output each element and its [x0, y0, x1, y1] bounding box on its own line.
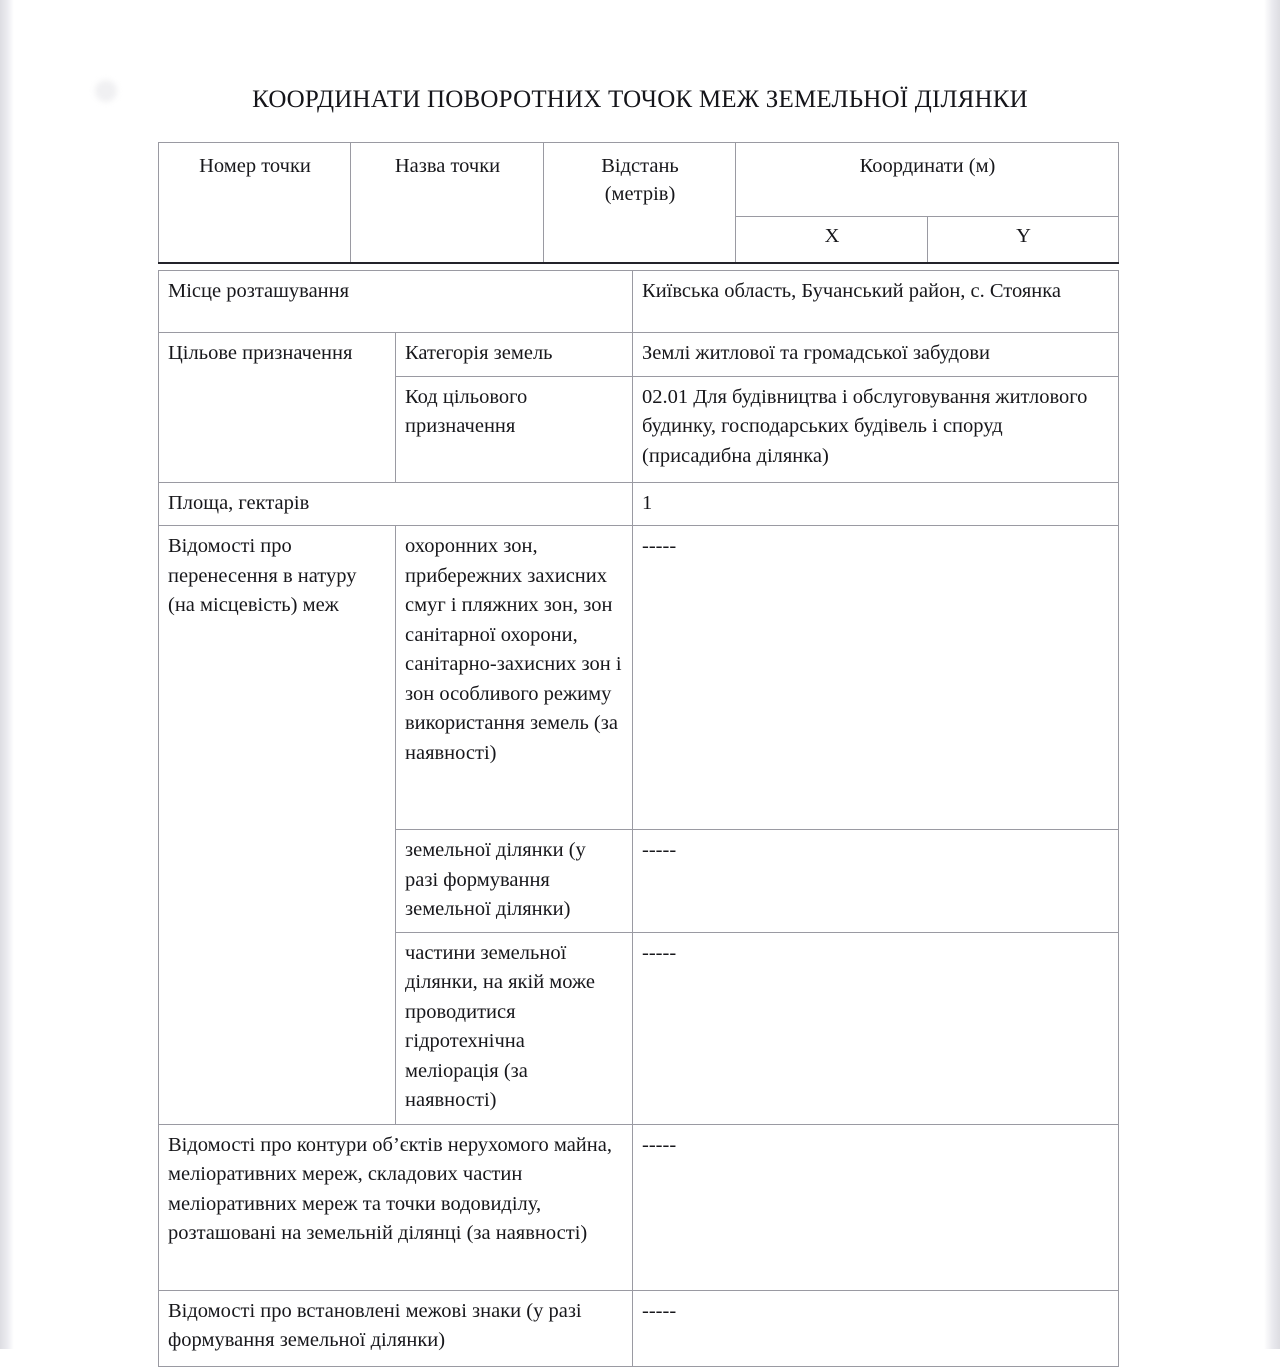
value-purpose-code: 02.01 Для будівництва і обслуговування житлового будинку, господарських будівель і споруд (присадибна ділянка)	[633, 376, 1119, 482]
column-header-y: Y	[928, 217, 1119, 264]
label-transfer-info: Відомості про перенесення в натуру (на місцевість) меж	[159, 526, 396, 1125]
column-header-coordinates: Координати (м)	[736, 143, 1119, 217]
label-land-category: Категорія земель	[396, 333, 633, 377]
column-header-x: X	[736, 217, 928, 264]
coordinates-table	[158, 142, 1119, 264]
value-location: Київська область, Бучанський район, с. Стоянка	[633, 271, 1119, 333]
value-transfer-protection-zones: -----	[633, 526, 1119, 830]
coordinates-table-header-row-primary	[159, 143, 1119, 217]
column-header-point-name: Назва точки	[351, 143, 544, 264]
column-header-distance	[544, 143, 736, 264]
column-header-distance-line2: (метрів)	[604, 183, 676, 206]
value-transfer-land-plot: -----	[633, 830, 1119, 933]
land-plot-attributes-table	[158, 270, 1119, 1367]
table-row-location	[159, 271, 1119, 333]
label-designated-purpose: Цільове призначення	[159, 333, 396, 483]
page-title: КООРДИНАТИ ПОВОРОТНИХ ТОЧОК МЕЖ ЗЕМЕЛЬНОЇ ДІЛЯНКИ	[252, 86, 1028, 113]
column-header-distance-line1: Відстань	[601, 155, 679, 177]
table-row-transfer-zones	[159, 526, 1119, 830]
table-row-contours	[159, 1124, 1119, 1290]
label-transfer-protection-zones: охоронних зон, прибережних захисних смуг і пляжних зон, зон санітарної охорони, санітарно-захисних зон і зон особливого режиму використання земель (за наявності)	[396, 526, 633, 830]
value-contours-info: -----	[633, 1124, 1119, 1290]
label-transfer-land-part: частини земельної ділянки, на якій може проводитися гідротехнічна меліорація (за наявності)	[396, 932, 633, 1124]
label-purpose-code: Код цільового призначення	[396, 376, 633, 482]
page-right-edge-shadow	[1264, 0, 1280, 1349]
label-location: Місце розташування	[159, 271, 633, 333]
value-area: 1	[633, 482, 1119, 526]
label-contours-info: Відомості про контури об’єктів нерухомого майна, меліоративних мереж, складових частин меліоративних мереж та точки водовиділу, розташовані на земельній ділянці (за наявності)	[159, 1124, 633, 1290]
table-row-land-category	[159, 333, 1119, 377]
page-left-edge-shadow	[0, 0, 14, 1349]
table-row-boundary-marks	[159, 1290, 1119, 1366]
table-row-area	[159, 482, 1119, 526]
value-transfer-land-part: -----	[633, 932, 1119, 1124]
label-area: Площа, гектарів	[159, 482, 633, 526]
value-land-category: Землі житлової та громадської забудови	[633, 333, 1119, 377]
label-boundary-marks-info: Відомості про встановлені межові знаки (у разі формування земельної ділянки)	[159, 1290, 633, 1366]
label-transfer-land-plot: земельної ділянки (у разі формування земельної ділянки)	[396, 830, 633, 933]
column-header-point-number: Номер точки	[159, 143, 351, 264]
value-boundary-marks-info: -----	[633, 1290, 1119, 1366]
